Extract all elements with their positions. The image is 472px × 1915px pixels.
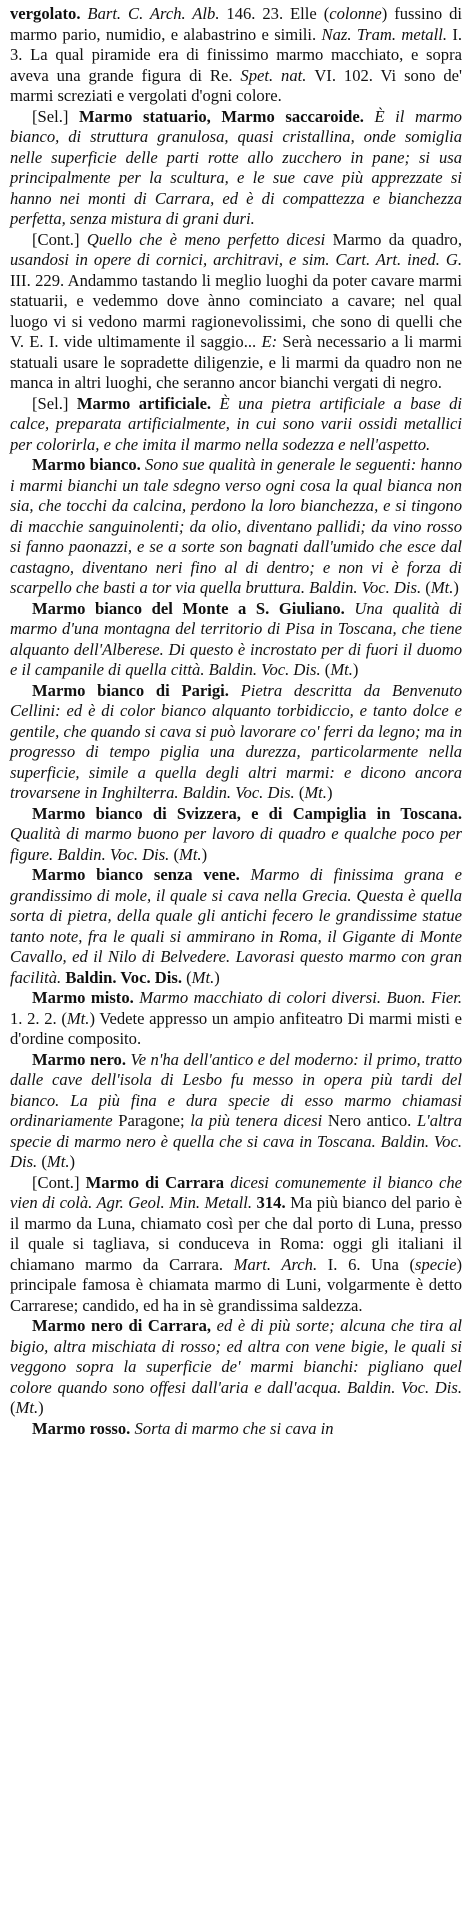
body-text: ): [201, 844, 208, 864]
italic-text: Mt.: [304, 783, 327, 802]
italic-text: Ve n'ha dell'antico e del moderno: il primo, tratto dalle cave dell'isola di Lesbo fu messo in opera più tardi del bianco. La più fina e dura specie di esso marmo chiamasi ordinariamente: [10, 1049, 462, 1130]
body-text: ) Vedete appresso un ampio anfiteatro Di marmi misti e d'ordine composito.: [10, 1008, 462, 1048]
body-text: ): [453, 578, 459, 597]
italic-text: colonne: [329, 4, 382, 23]
headword: Marmo artificiale.: [76, 393, 212, 413]
body-text: VI. 102. Vi sono de' marmi screziati e vergolati d'ogni colore.: [10, 65, 462, 105]
dictionary-entry: [10, 1316, 462, 1419]
headword: vergolato.: [10, 4, 81, 23]
dictionary-entry: [10, 1050, 462, 1173]
dictionary-entry: [10, 804, 462, 866]
body-text: ): [69, 1152, 76, 1171]
body-text: I. 3. La qual piramide era di finissimo marmo macchiato, e sopra aveva una grande figura di Re.: [10, 24, 462, 85]
italic-text: ed è di più sorte; alcuna che tira al bigio, altra mischiata di rosso; ed altra con vene bigie, le quali si veggono sopra la superficie de' marmi bianchi: pigliano quel colore quando sono offesi dall'aria e dall'acqua. Baldin. Voc. Dis.: [10, 1316, 462, 1397]
body-text: (: [425, 578, 431, 597]
body-text: [Cont.]: [32, 1172, 86, 1192]
italic-text: Bart. C. Arch. Alb.: [80, 4, 227, 23]
body-text: ): [352, 660, 359, 679]
italic-text: Marmo di finissima grana e grandissimo di mole, il quale si cava nella Grecia. Questa è quella sorta di pietra, della quale gli antichi fecero le grandissime statue tanto note, fra le quali si ammirano in Roma, il Gigante di Monte Cavallo, ed il Nilo di Belvedere. Lavorasi questo marmo con gran facilità.: [10, 865, 462, 987]
italic-text: Sorta di marmo che si cava in: [130, 1418, 334, 1438]
italic-text: usandosi in opere di cornici, architravi, e sim. Cart. Art. ined. G.: [10, 250, 462, 269]
body-text: (: [324, 660, 331, 679]
body-text: ): [326, 783, 333, 802]
italic-text: È il marmo bianco, di struttura granulosa, quasi cristallina, onde somiglia nelle superficie delle parti rotte allo zucchero in pane; si usa principalmente per la scultura, e le sue cave più apprezzate si hanno nei monti di Carrara, ed è di compattezza e bianchezza perfetta, senza mistura di grani duri.: [10, 106, 462, 228]
italic-text: Quello che è meno perfetto dicesi: [86, 229, 333, 249]
headword: Marmo nero.: [32, 1049, 126, 1069]
dictionary-entry: [10, 455, 462, 599]
headword: Marmo bianco.: [32, 455, 141, 474]
body-text: III. 229. Andammo tastando li meglio luoghi da poter cavare marmi statuarii, e vedemmo dove ànno cominciato a cavare; nel qual luogo vi si vedono marmi ragionevolissimi, che sono di quelli che V. E. I. vide ultimamente il saggio...: [10, 270, 462, 351]
italic-text: L'altra specie di marmo nero è quella che si cava in Toscana. Baldin. Voc. Dis.: [10, 1111, 462, 1171]
italic-text: Mt.: [15, 1398, 39, 1417]
italic-text: Marmo macchiato di colori diversi. Buon. Fier.: [133, 988, 462, 1007]
italic-text: Mt.: [66, 1008, 90, 1028]
headword: Marmo bianco del Monte a S. Giuliano.: [32, 598, 345, 618]
italic-text: la più tenera dicesi: [190, 1111, 328, 1130]
body-text: Marmo da quadro,: [332, 229, 462, 249]
body-text: Paragone;: [118, 1111, 191, 1130]
body-text: ): [214, 967, 220, 987]
body-text: ): [38, 1398, 44, 1417]
headword: Marmo nero di Carrara,: [32, 1316, 212, 1335]
headword: Marmo misto.: [32, 988, 134, 1007]
body-text: ) fussino di marmo pario, numidio, e alabastrino e simili.: [10, 4, 462, 44]
body-text: Ma più bianco del pario è il marmo da Luna, chiamato così per che dal porto di Luna, presso il quale si tagliava, si conduceva in Roma: oggi gli italiani il chiamano marmo da Carrara.: [10, 1193, 462, 1274]
dictionary-entry: [10, 681, 462, 804]
body-text: (: [173, 844, 179, 864]
headword: Marmo bianco di Svizzera, e di Campiglia in Toscana.: [32, 803, 462, 823]
body-text: (: [181, 967, 192, 987]
dictionary-entry: [10, 394, 462, 456]
body-text: [Sel.]: [32, 393, 77, 413]
italic-text: Qualità di marmo buono per lavoro di quadro e qualche poco per figure. Baldin. Voc. Dis.: [10, 824, 462, 864]
body-text: (: [10, 1398, 16, 1417]
italic-text: dicesi comunemente il bianco che vien di colà. Agr. Geol. Min. Metall.: [10, 1172, 462, 1212]
italic-text: Una qualità di marmo d'una montagna del territorio di Pisa in Toscana, che tiene alquanto dell'Alberese. Di questo è incrostato per di fuori il duomo e il campanile di quella città. Baldin. Voc. Dis.: [10, 598, 462, 679]
body-text: Nero antico.: [327, 1111, 417, 1130]
headword: Marmo statuario, Marmo saccaroide.: [78, 106, 364, 126]
dictionary-entry: [10, 1173, 462, 1317]
headword: 314.: [256, 1193, 286, 1212]
dictionary-entry: [10, 599, 462, 681]
italic-text: Spet. nat.: [240, 65, 315, 85]
italic-text: Mart. Arch.: [233, 1254, 328, 1274]
dictionary-entry: [10, 988, 462, 1050]
italic-text: Mt.: [191, 967, 215, 987]
italic-text: Mt.: [179, 844, 202, 864]
italic-text: specie: [415, 1254, 457, 1274]
body-text: [Cont.]: [32, 229, 87, 249]
headword: Marmo bianco senza vene.: [32, 865, 240, 884]
italic-text: È una pietra artificiale a base di calce, preparata artificialmente, in cui sono varii ossidi metallici per colorirla, e che imita il marmo nella sodezza e nell'aspetto.: [10, 393, 462, 454]
italic-text: Mt.: [330, 660, 353, 679]
dictionary-entry: [10, 4, 462, 107]
dictionary-entry: [10, 1419, 462, 1440]
headword: Baldin. Voc. Dis.: [65, 967, 182, 987]
body-text: 146. 23. Elle (: [226, 4, 330, 23]
headword: Marmo di Carrara: [85, 1172, 225, 1192]
italic-text: E:: [261, 332, 283, 351]
body-text: (: [41, 1152, 47, 1171]
dictionary-entry: [10, 107, 462, 230]
dictionary-entry: [10, 230, 462, 394]
body-text: (: [298, 783, 305, 802]
body-text: ) principale famosa è chiamata marmo di Luni, volgarmente è detto Carrarese; candido, ed ha in sè grandissima saldezza.: [10, 1254, 462, 1315]
italic-text: Pietra descritta da Benvenuto Cellini: ed è di color bianco alquanto torbidiccio, e tanto dolce e gentile, che quando si cava si può lavorare co' ferri da legno; ma in progresso di tempo piglia una durezza, particolarmente nella superficie, simile a quella degli altri marmi: e dicono ancora trovarsene in Inghilterra. Baldin. Voc. Dis.: [10, 680, 463, 802]
italic-text: Naz. Tram. metall.: [321, 24, 453, 44]
italic-text: Mt.: [46, 1152, 70, 1171]
italic-text: Mt.: [430, 578, 454, 597]
dictionary-entry: [10, 865, 462, 988]
body-text: I. 6. Una (: [327, 1254, 415, 1274]
body-text: [Sel.]: [32, 106, 79, 126]
headword: Marmo bianco di Parigi.: [32, 680, 229, 700]
body-text: 1. 2. 2. (: [10, 1008, 67, 1028]
body-text: Serà necessario a li marmi statuali usare le sopradette diligenzie, e li marmi da quadro non ne manca in altri luoghi, che seranno ancor bianchi vergati di negro.: [10, 332, 463, 392]
italic-text: Sono sue qualità in generale le seguenti: hanno i marmi bianchi un tale sdegno verso ogni cosa la qual bianca non sia, che tocchi da calcina, perdono la loro bianchezza, e si tingono di macchie sanguinolenti; da olio, diventano pallidi; da vino rosso si fanno paonazzi, e se a sorte son bagnati dall'umido che esce dal castagno, diventano neri fino al di dentro; e non vi è forza di scarpello che basti a tor via quella bruttura. Baldin. Voc. Dis.: [10, 455, 462, 597]
headword: Marmo rosso.: [32, 1418, 131, 1438]
